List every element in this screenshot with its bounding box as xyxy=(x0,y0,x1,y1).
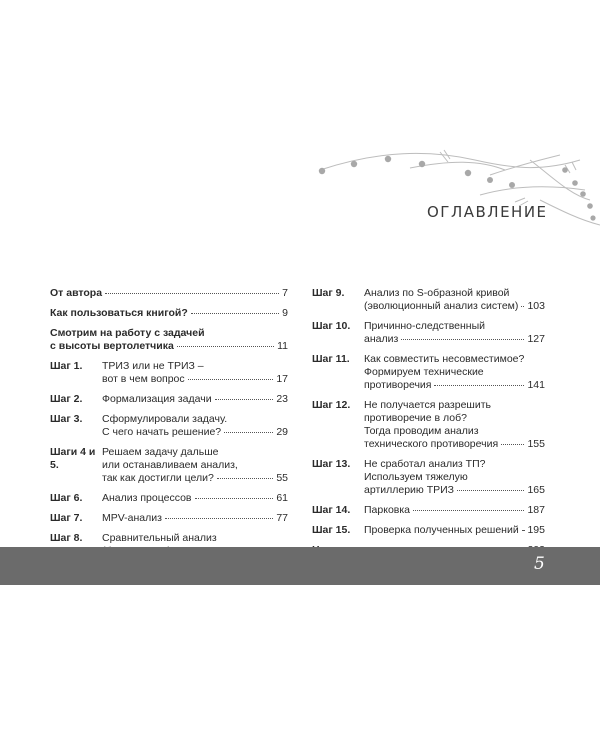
toc-step-label: Шаг 9. xyxy=(312,287,345,299)
toc-entry-title: Парковка xyxy=(364,504,411,516)
dot-leader xyxy=(457,490,524,491)
toc-step-label: Шаг 11. xyxy=(312,353,350,365)
toc-entry-title: Формализация задачи xyxy=(102,393,212,405)
toc-entry xyxy=(50,446,288,485)
toc-page-number: 127 xyxy=(527,333,545,345)
dot-leader xyxy=(522,530,525,531)
toc-entry xyxy=(50,393,288,406)
toc-page-number: 17 xyxy=(276,373,288,385)
toc-left-column xyxy=(50,287,288,565)
dot-leader xyxy=(105,293,279,294)
toc-entry-title: Не получается разрешить xyxy=(364,399,491,411)
toc-entry-title: технического противоречия xyxy=(364,438,499,450)
toc-page-number: 61 xyxy=(276,492,288,504)
toc-step-label: Шаг 8. xyxy=(50,532,83,544)
toc-page-number: 7 xyxy=(282,287,288,299)
toc-page-number: 195 xyxy=(527,524,545,536)
toc-page-number: 11 xyxy=(277,340,288,352)
toc-entry-title: MPV-анализ xyxy=(102,512,162,524)
toc-entry xyxy=(50,492,288,505)
dot-leader xyxy=(177,346,274,347)
toc-step-label: Шаг 3. xyxy=(50,413,83,425)
toc-entry xyxy=(312,399,545,451)
toc-entry-title: с высоты вертолетчика xyxy=(50,340,174,352)
dot-leader xyxy=(191,313,279,314)
toc-entry-title: Анализ по S-образной кривой xyxy=(364,287,510,299)
page-title: ОГЛАВЛЕНИЕ xyxy=(427,203,548,221)
toc-entry-title: Тогда проводим анализ xyxy=(364,425,479,437)
toc-step-label: Шаг 14. xyxy=(312,504,351,516)
toc-entry xyxy=(312,458,545,497)
toc-entry-title: От автора xyxy=(50,287,103,299)
toc-step-label: Шаги 4 и 5. xyxy=(50,446,96,471)
dot-leader xyxy=(521,306,524,307)
toc-page-number: 29 xyxy=(276,426,288,438)
dot-leader xyxy=(224,432,273,433)
toc-page-number: 165 xyxy=(527,484,545,496)
toc-entry-title: ТРИЗ или не ТРИЗ – xyxy=(102,360,204,372)
toc-step-label: Шаг 6. xyxy=(50,492,83,504)
toc-entry xyxy=(50,360,288,386)
toc-page-number: 55 xyxy=(276,472,288,484)
toc-step-label: Шаг 13. xyxy=(312,458,351,470)
dot-leader xyxy=(188,379,274,380)
dot-leader xyxy=(413,510,524,511)
toc-entry-title: противоречия xyxy=(364,379,432,391)
dot-leader xyxy=(434,385,524,386)
toc-entry-title: Проверка полученных решений xyxy=(364,524,519,536)
toc-entry-title: С чего начать решение? xyxy=(102,426,222,438)
toc-right-column xyxy=(312,287,545,564)
toc-entry-title: Формируем технические xyxy=(364,366,484,378)
title-ornament xyxy=(300,140,600,250)
toc-page-number: 9 xyxy=(282,307,288,319)
toc-entry-title: Анализ процессов xyxy=(102,492,192,504)
toc-entry xyxy=(50,512,288,525)
toc-entry xyxy=(50,413,288,439)
toc-entry xyxy=(50,327,288,353)
toc-entry-title: вот в чем вопрос xyxy=(102,373,185,385)
toc-page-number: 77 xyxy=(276,512,288,524)
toc-entry xyxy=(50,307,288,320)
toc-step-label: Шаг 10. xyxy=(312,320,351,332)
toc-page-number: 23 xyxy=(276,393,288,405)
toc-entry-title: Причинно-следственный xyxy=(364,320,486,332)
dot-leader xyxy=(215,399,274,400)
dot-leader xyxy=(195,498,274,499)
toc-entry-title: Решаем задачу дальше xyxy=(102,446,219,458)
toc-entry xyxy=(50,287,288,300)
toc-entry-title: Не сработал анализ ТП? xyxy=(364,458,486,470)
toc-entry-title: Как совместить несовместимое? xyxy=(364,353,525,365)
dot-leader xyxy=(165,518,273,519)
footer-band xyxy=(0,547,600,585)
toc-entry-title: Используем тяжелую xyxy=(364,471,468,483)
toc-entry xyxy=(312,287,545,313)
toc-entry xyxy=(312,524,545,537)
toc-step-label: Шаг 2. xyxy=(50,393,83,405)
dot-leader xyxy=(217,478,273,479)
toc-page-number: 155 xyxy=(527,438,545,450)
toc-entry xyxy=(312,504,545,517)
toc-entry-title: Сравнительный анализ xyxy=(102,532,217,544)
toc-page-number: 103 xyxy=(527,300,545,312)
toc-entry-title: или останавливаем анализ, xyxy=(102,459,238,471)
toc-page-number: 187 xyxy=(527,504,545,516)
toc-entry xyxy=(312,353,545,392)
page-number: 5 xyxy=(534,554,545,574)
toc-entry-title: Сформулировали задачу. xyxy=(102,413,228,425)
toc-entry xyxy=(312,320,545,346)
toc-entry-title: Как пользоваться книгой? xyxy=(50,307,188,319)
toc-step-label: Шаг 7. xyxy=(50,512,83,524)
toc-entry-title: Смотрим на работу с задачей xyxy=(50,327,205,339)
toc-entry-title: противоречие в лоб? xyxy=(364,412,467,424)
toc-entry-title: артиллерию ТРИЗ xyxy=(364,484,455,496)
toc-entry-title: (эволюционный анализ систем) xyxy=(364,300,519,312)
toc-entry-title: так как достигли цели? xyxy=(102,472,214,484)
toc-step-label: Шаг 12. xyxy=(312,399,351,411)
dot-leader xyxy=(401,339,524,340)
toc-step-label: Шаг 15. xyxy=(312,524,351,536)
toc-step-label: Шаг 1. xyxy=(50,360,83,372)
toc-entry-title: анализ xyxy=(364,333,399,345)
dot-leader xyxy=(501,444,524,445)
toc-page-number: 141 xyxy=(527,379,545,391)
